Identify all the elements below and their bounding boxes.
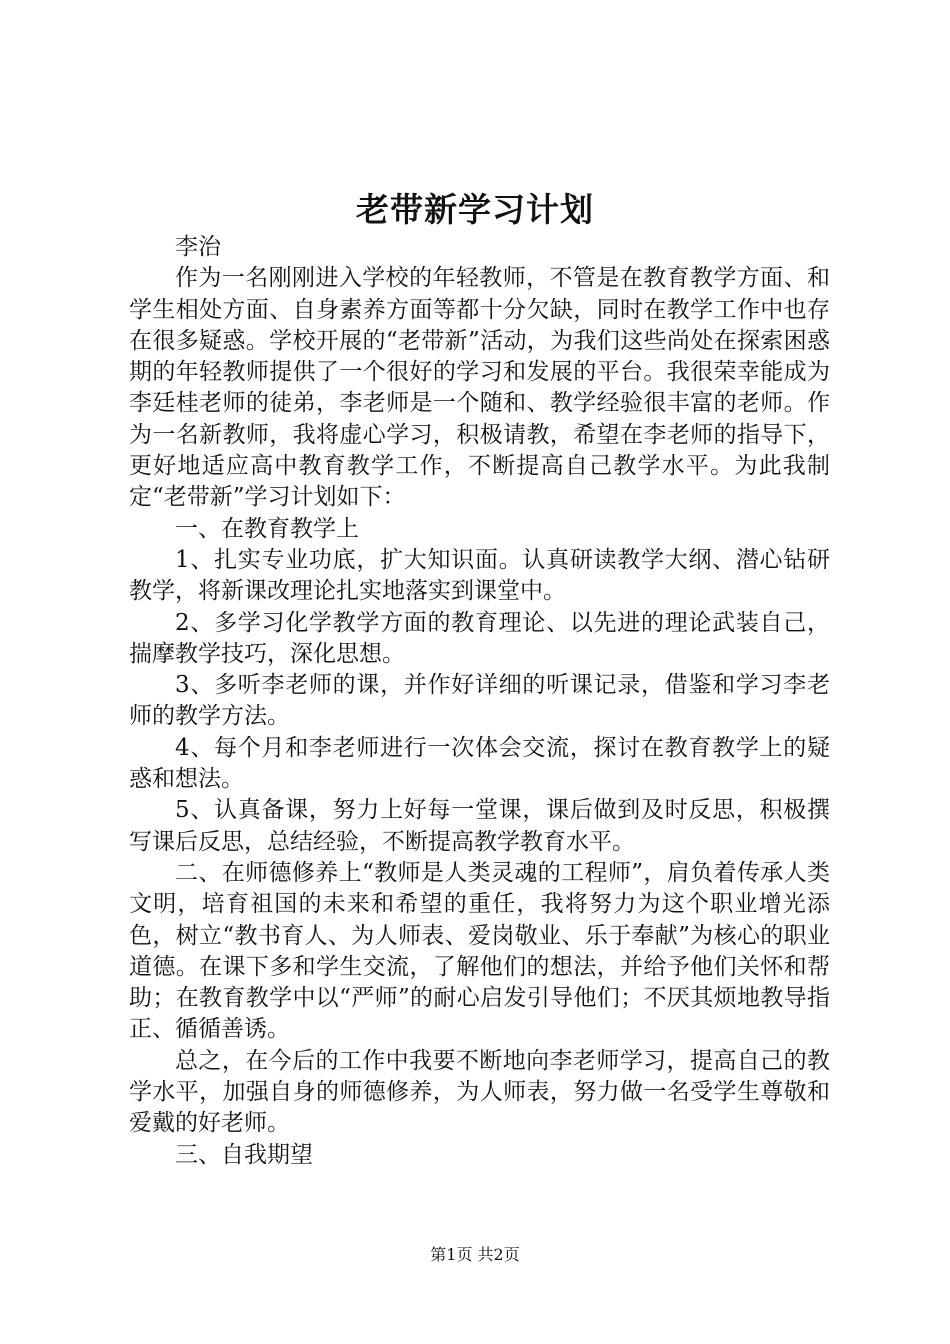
- section-heading-3: 三、自我期望: [175, 1141, 313, 1168]
- list-item-4: 4、每个月和李老师进行一次体会交流，探讨在教育教学上的疑惑和想法。: [129, 734, 830, 793]
- section-heading-1: 一、在教育教学上: [175, 515, 359, 542]
- document-title: 老带新学习计划: [356, 190, 594, 229]
- intro-paragraph: 作为一名刚刚进入学校的年轻教师，不管是在教育教学方面、和学生相处方面、自身素养方面等都十分欠缺，同时在教学工作中也存在很多疑惑。学校开展的“老带新”活动，为我们这些尚处在探索困惑期的年轻教师提供了一个很好的学习和发展的平台。我很荣幸能成为李廷桂老师的徒弟，李老师是一个随和、教学经验很丰富的老师。作为一名新教师，我将虚心学习，积极请教，希望在李老师的指导下，更好地适应高中教育教学工作，不断提高自己教学水平。为此我制定“老带新”学习计划如下：: [129, 265, 830, 511]
- list-item-3: 3、多听李老师的课，并作好详细的听课记录，借鉴和学习李老师的教学方法。: [129, 672, 830, 730]
- summary-paragraph: 总之，在今后的工作中我要不断地向李老师学习，提高自己的教学水平，加强自身的师德修养，为人师表，努力做一名受学生尊敬和爱戴的好老师。: [129, 1047, 830, 1137]
- page-footer: 第1页 共2页: [430, 1245, 520, 1264]
- list-item-1: 1、扎实专业功底，扩大知识面。认真研读教学大纲、潜心钻研教学，将新课改理论扎实地落实到课堂中。: [129, 546, 830, 605]
- author-line: 李治: [175, 234, 221, 260]
- document-body: [129, 232, 830, 1171]
- list-item-5: 5、认真备课，努力上好每一堂课，课后做到及时反思，积极撰写课后反思，总结经验，不断提高教学教育水平。: [129, 797, 830, 855]
- section-paragraph-2: 二、在师德修养上“教师是人类灵魂的工程师”，肩负着传承人类文明，培育祖国的未来和希望的重任，我将努力为这个职业增光添色，树立“教书育人、为人师表、爱岗敬业、乐于奉献”为核心的职业道德。在课下多和学生交流，了解他们的想法，并给予他们关怀和帮助；在教育教学中以“严师”的耐心启发引导他们；不厌其烦地教导指正、循循善诱。: [129, 859, 830, 1043]
- list-item-2: 2、多学习化学教学方面的教育理论、以先进的理论武装自己，揣摩教学技巧，深化思想。: [129, 609, 830, 667]
